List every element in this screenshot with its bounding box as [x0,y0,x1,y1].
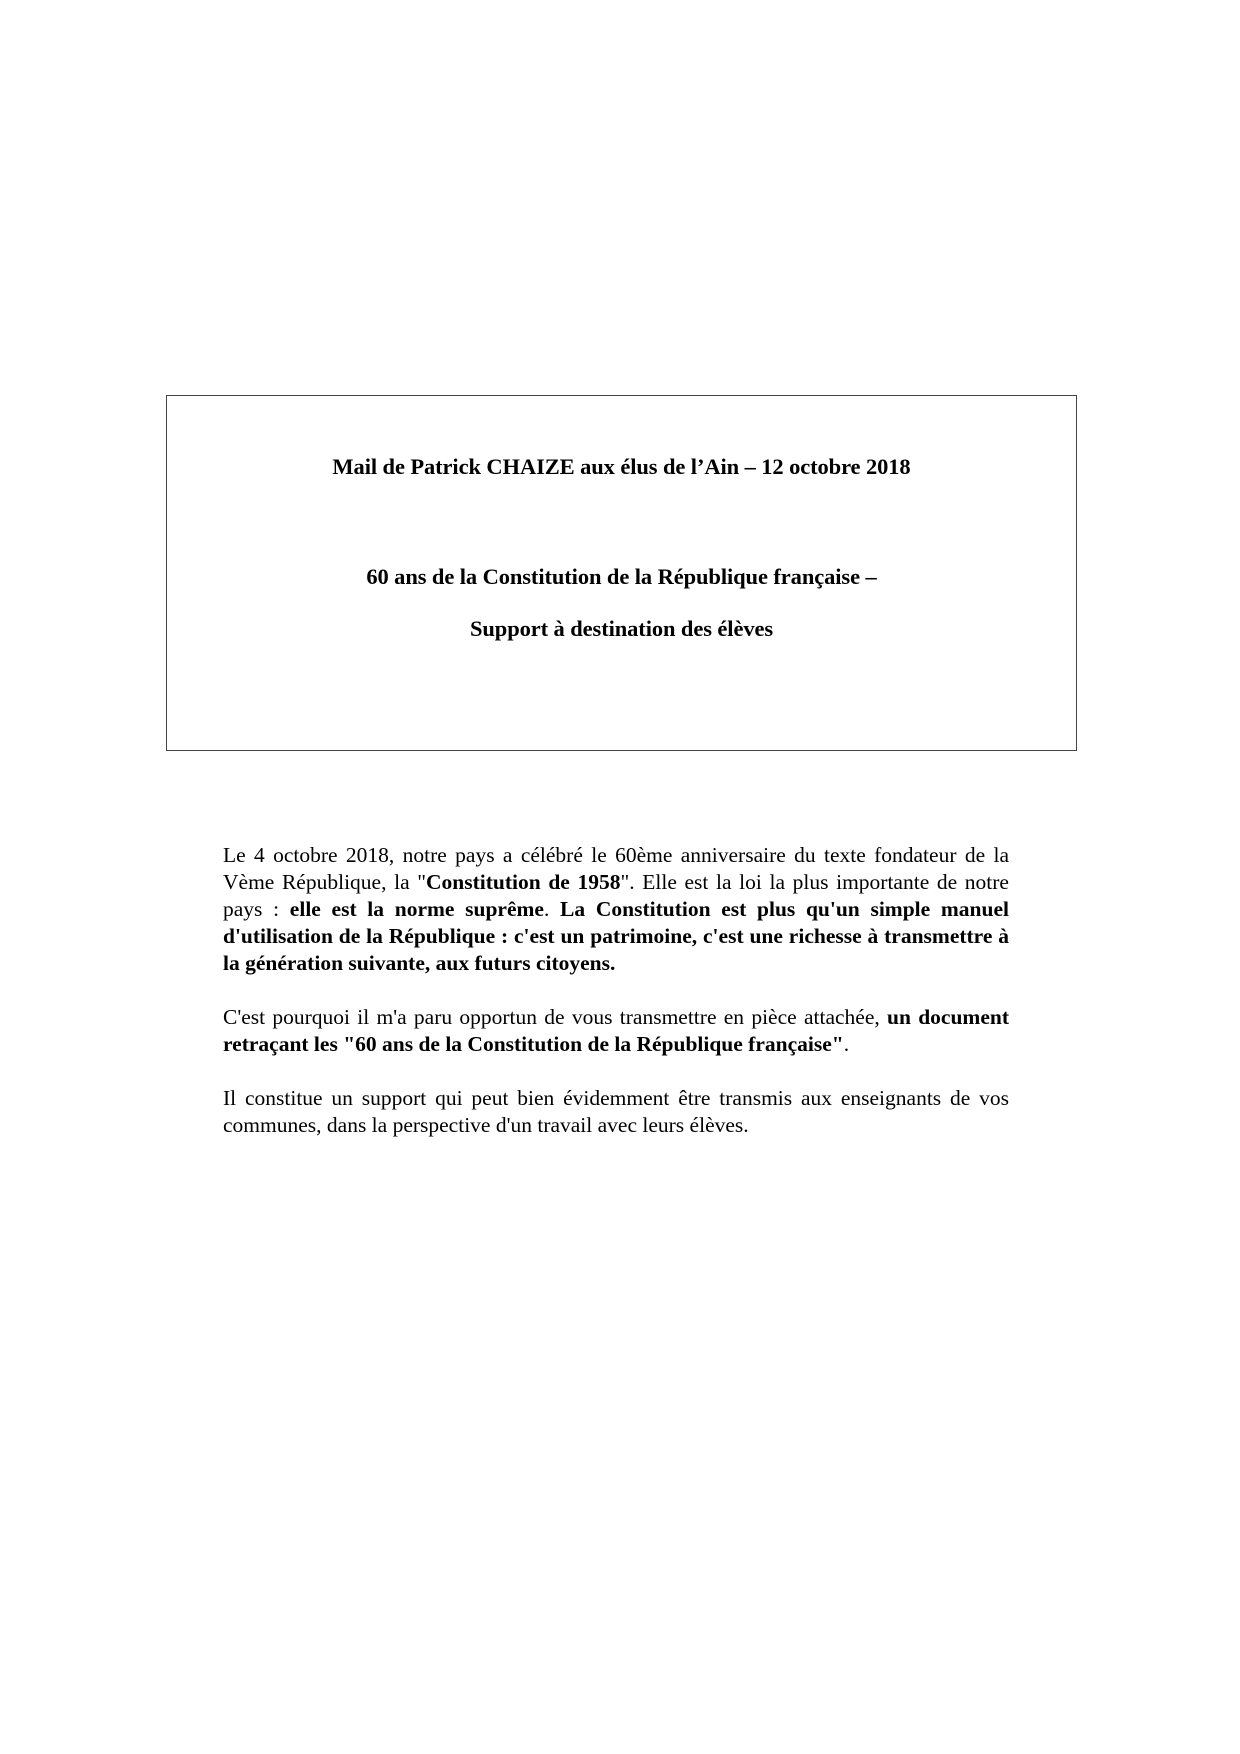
bold-span: un document retraçant les "60 ans de la Constitution de la République française" [223,1005,1009,1056]
bold-span: elle est la norme suprême [289,897,544,921]
text-span: Le 4 octobre 2018, notre pays a célébré le 60ème anniversaire du texte fondateur de la Vème République, la " [223,843,1009,894]
document-subtitle-line-2: Support à destination des élèves [469,616,774,641]
text-span: . [843,1032,850,1056]
text-span: Il constitue un support qui peut bien évidemment être transmis aux enseignants de vos communes, dans la perspective d'un travail avec leurs élèves. [223,1086,1009,1137]
document-title: Mail de Patrick CHAIZE aux élus de l’Ain – 12 octobre 2018 [332,454,911,479]
bold-span: Constitution de 1958 [426,870,621,894]
text-span: C'est pourquoi il m'a paru opportun de vous transmettre en pièce attachée, [223,1005,888,1029]
title-box [166,395,1077,751]
text-span: ". Elle est la loi la plus importante de notre pays : [223,870,1009,921]
text-span: . [543,897,561,921]
paragraph-teachers [223,1085,1009,1139]
letter-body [223,842,1009,1166]
document-subtitle-line-1: 60 ans de la Constitution de la République française – [366,564,877,589]
paragraph-anniversary [223,842,1009,977]
paragraph-attachment [223,1004,1009,1058]
bold-span: La Constitution est plus qu'un simple manuel d'utilisation de la République : c'est un patrimoine, c'est une richesse à transmettre à la génération suivante, aux futurs citoyens. [223,897,1009,975]
